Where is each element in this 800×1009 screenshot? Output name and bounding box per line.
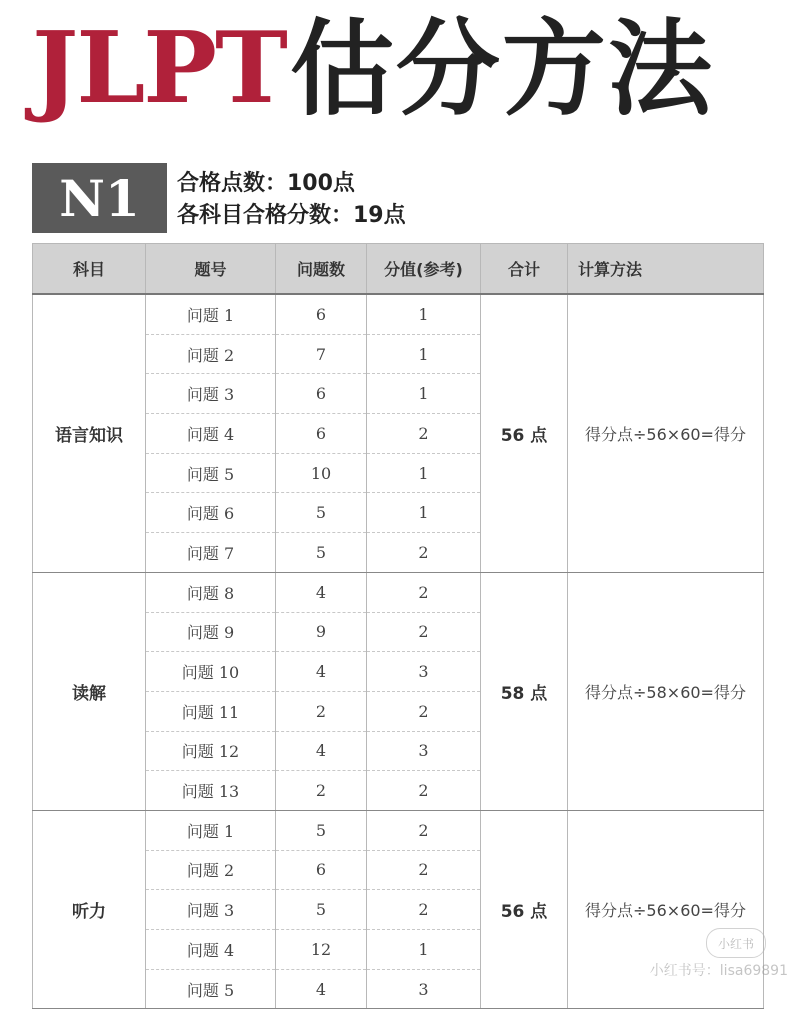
- section-pass-text: 各科目合格分数：19点: [177, 203, 406, 228]
- points-cell: 2: [367, 691, 481, 731]
- pass-info: [177, 168, 406, 232]
- points-cell: 2: [367, 850, 481, 890]
- points-cell: 2: [367, 533, 481, 573]
- question-cell: 问题 5: [146, 453, 276, 493]
- question-cell: 问题 1: [146, 810, 276, 850]
- count-cell: 4: [276, 969, 367, 1009]
- watermark-logo: 小红书: [706, 928, 766, 958]
- title-method: 估分方法: [289, 8, 714, 130]
- points-cell: 2: [367, 414, 481, 454]
- table-row: [33, 572, 764, 612]
- count-cell: 5: [276, 493, 367, 533]
- count-cell: 4: [276, 652, 367, 692]
- question-cell: 问题 10: [146, 652, 276, 692]
- points-cell: 1: [367, 374, 481, 414]
- points-cell: 3: [367, 731, 481, 771]
- total-cell: 58 点: [481, 572, 568, 810]
- points-cell: 1: [367, 493, 481, 533]
- count-cell: 4: [276, 731, 367, 771]
- table-header-row: [33, 244, 764, 295]
- level-badge: N1: [32, 163, 167, 233]
- question-cell: 问题 3: [146, 374, 276, 414]
- calc-method-cell: 得分点÷56×60=得分: [568, 810, 764, 1008]
- points-cell: 2: [367, 572, 481, 612]
- count-cell: 5: [276, 890, 367, 930]
- total-cell: 56 点: [481, 810, 568, 1008]
- count-cell: 2: [276, 691, 367, 731]
- total-cell: 56 点: [481, 294, 568, 572]
- calc-method-cell: 得分点÷58×60=得分: [568, 572, 764, 810]
- pass-score-text: 合格点数：100点: [177, 171, 355, 196]
- subject-cell: 听力: [33, 810, 146, 1008]
- count-cell: 6: [276, 414, 367, 454]
- col-header-question: 题号: [146, 244, 276, 295]
- points-cell: 1: [367, 453, 481, 493]
- table-row: [33, 810, 764, 850]
- count-cell: 6: [276, 374, 367, 414]
- points-cell: 2: [367, 890, 481, 930]
- subject-cell: 读解: [33, 572, 146, 810]
- points-cell: 2: [367, 612, 481, 652]
- question-cell: 问题 3: [146, 890, 276, 930]
- points-cell: 1: [367, 930, 481, 970]
- points-cell: 1: [367, 294, 481, 334]
- question-cell: 问题 9: [146, 612, 276, 652]
- count-cell: 5: [276, 810, 367, 850]
- count-cell: 4: [276, 572, 367, 612]
- count-cell: 2: [276, 771, 367, 811]
- points-cell: 3: [367, 652, 481, 692]
- calc-method-cell: 得分点÷56×60=得分: [568, 294, 764, 572]
- question-cell: 问题 2: [146, 850, 276, 890]
- count-cell: 10: [276, 453, 367, 493]
- col-header-method: 计算方法: [568, 244, 764, 295]
- subject-cell: 语言知识: [33, 294, 146, 572]
- col-header-subject: 科目: [33, 244, 146, 295]
- points-cell: 2: [367, 810, 481, 850]
- question-cell: 问题 5: [146, 969, 276, 1009]
- count-cell: 9: [276, 612, 367, 652]
- col-header-total: 合计: [481, 244, 568, 295]
- count-cell: 6: [276, 294, 367, 334]
- question-cell: 问题 7: [146, 533, 276, 573]
- title-jlpt: JLPT: [32, 11, 286, 126]
- table-row: [33, 294, 764, 334]
- page-title: [32, 4, 714, 134]
- points-cell: 1: [367, 334, 481, 374]
- question-cell: 问题 2: [146, 334, 276, 374]
- watermark-text: 小红书号：lisa69891: [649, 963, 788, 979]
- question-cell: 问题 6: [146, 493, 276, 533]
- question-cell: 问题 4: [146, 930, 276, 970]
- col-header-points: 分值(参考): [367, 244, 481, 295]
- score-table: [32, 243, 763, 1009]
- question-cell: 问题 1: [146, 294, 276, 334]
- points-cell: 3: [367, 969, 481, 1009]
- count-cell: 5: [276, 533, 367, 573]
- question-cell: 问题 11: [146, 691, 276, 731]
- question-cell: 问题 13: [146, 771, 276, 811]
- col-header-count: 问题数: [276, 244, 367, 295]
- question-cell: 问题 12: [146, 731, 276, 771]
- count-cell: 12: [276, 930, 367, 970]
- count-cell: 7: [276, 334, 367, 374]
- count-cell: 6: [276, 850, 367, 890]
- points-cell: 2: [367, 771, 481, 811]
- question-cell: 问题 8: [146, 572, 276, 612]
- question-cell: 问题 4: [146, 414, 276, 454]
